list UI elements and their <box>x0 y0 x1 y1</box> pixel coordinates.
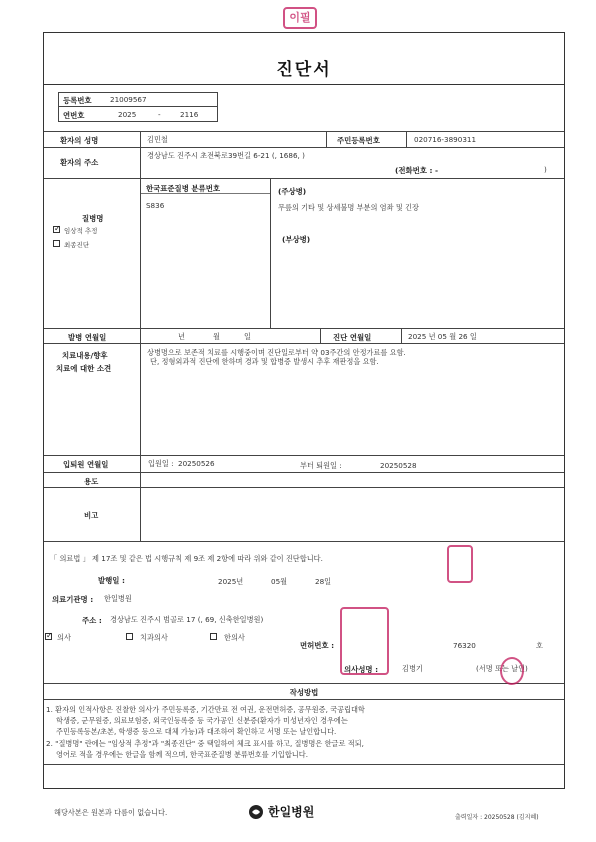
serial-year: 2025 <box>118 110 137 119</box>
license-label: 면허번호 : <box>300 641 335 650</box>
patient-address: 경상남도 진주시 초전북로39번길 6-21 (, 1686, ) <box>147 151 305 160</box>
onset-year-unit: 년 <box>178 332 185 341</box>
doctor-name: 김병기 <box>402 664 423 673</box>
method-line-2: 학생증, 군무원증, 의료보험증, 외국인등록증 등 국가공인 신분증(환자가 미성년자인 경우에는 <box>56 716 348 725</box>
oriental-doctor-checkbox[interactable] <box>210 633 217 640</box>
method-line-5: 영어로 적을 경우에는 한글을 함께 적으며, 한국표준질병 분류번호를 기입합니다. <box>56 750 308 759</box>
patient-address-label: 환자의 주소 <box>60 158 99 167</box>
hospital-seal <box>447 545 473 583</box>
hospital-logo-text: 한일병원 <box>268 805 315 819</box>
patient-name: 김민철 <box>147 135 168 144</box>
treatment-label-2: 치료에 대한 소견 <box>56 364 112 373</box>
page-title: 진단서 <box>276 60 332 80</box>
admission-out-label: 부터 퇴원일 : <box>300 461 342 470</box>
clinical-estimate-label: 임상적 추정 <box>64 227 98 235</box>
onset-month-unit: 월 <box>213 332 220 341</box>
admission-in-label: 입원일 : <box>148 459 174 468</box>
rrn-label: 주민등록번호 <box>337 136 380 145</box>
statement: 「 의료법 」 제 17조 및 같은 법 시행규칙 제 9조 제 2항에 따라 위와 같이 진단합니다. <box>50 554 323 563</box>
final-diagnosis-checkbox[interactable] <box>53 240 60 247</box>
phone-label: (전화번호 : - <box>395 166 439 175</box>
onset-day-unit: 일 <box>244 332 251 341</box>
main-diagnosis: 무릎의 기타 및 상세불명 부분의 염좌 및 긴장 <box>278 203 419 212</box>
disease-code: S836 <box>146 201 165 210</box>
hospital-address: 경상남도 진주시 범골로 17 (, 69, 신축한일병원) <box>110 615 264 624</box>
license-number: 76320 <box>453 641 476 650</box>
issue-year: 2025년 <box>218 577 244 586</box>
hospital-logo <box>248 803 314 820</box>
oriental-doctor-label: 한의사 <box>224 633 245 642</box>
reg-number-label: 등록번호 <box>63 96 92 105</box>
institution-name: 한일병원 <box>104 594 132 603</box>
certificate-frame <box>43 32 565 789</box>
onset-date-label: 발병 연월일 <box>68 333 107 342</box>
diagnosis-date-label: 진단 연월일 <box>333 333 372 342</box>
method-line-4: 2. "질병명" 란에는 "임상적 추정"과 "최종진단" 중 택일하여 체크 표시를 하고, 질병명은 한글로 적되, <box>46 739 364 748</box>
admission-out: 20250528 <box>380 461 417 470</box>
hospital-logo-icon <box>248 804 264 820</box>
treatment-label-1: 치료내용/향후 <box>62 351 108 360</box>
top-stamp: 이필 <box>283 7 317 29</box>
method-title: 작성방법 <box>289 688 319 697</box>
doctor-seal <box>500 657 524 685</box>
doctor-name-label: 의사성명 : <box>344 665 379 674</box>
method-line-1: 1. 환자의 인적사항은 진찰한 의사가 주민등록증, 기간만료 전 여권, 운전면허증, 공무원증, 국공립대학 <box>46 705 365 714</box>
dentist-checkbox[interactable] <box>126 633 133 640</box>
sub-diagnosis-label: (부상병) <box>282 235 311 244</box>
phone-close: ) <box>544 165 547 174</box>
hospital-seal-square <box>340 607 389 675</box>
doctor-label: 의사 <box>57 633 71 642</box>
treatment-line-2: 단, 정형외과적 진단에 한하며 경과 및 합병증 발생시 추후 재판정을 요함. <box>150 357 379 366</box>
issue-label: 발행일 : <box>98 576 125 585</box>
address-label: 주소 : <box>82 616 102 625</box>
disease-label: 질병명 <box>82 214 104 223</box>
serial-number: 2116 <box>180 110 199 119</box>
treatment-line-1: 상병명으로 보존적 치료를 시행중이며 진단일로부터 약 03주간의 안정가료를 요함. <box>147 348 406 357</box>
method-line-3: 주민등록등본/초본, 학생증 등으로 대체 가능)과 대조하여 확인하고 서명 또는 날인합니다. <box>56 727 337 736</box>
footer-copy-note: 해당사본은 원본과 다름이 없습니다. <box>54 808 168 817</box>
doctor-checkbox[interactable] <box>45 633 52 640</box>
license-suffix: 호 <box>536 641 543 650</box>
purpose-label: 용도 <box>84 477 99 486</box>
diagnosis-date: 2025 년 05 월 26 일 <box>408 332 477 341</box>
serial-dash: - <box>158 110 161 119</box>
patient-name-label: 환자의 성명 <box>60 136 99 145</box>
issue-month: 05월 <box>271 577 288 586</box>
reg-number: 21009567 <box>110 95 147 104</box>
admission-label: 입퇴원 연월일 <box>63 460 109 469</box>
signature-note: (서명 또는 날인) <box>476 664 528 673</box>
dentist-label: 치과의사 <box>140 633 168 642</box>
note-label: 비고 <box>84 511 99 520</box>
rrn-value: 020716-3890311 <box>414 135 477 144</box>
admission-in: 20250526 <box>178 459 215 468</box>
issue-day: 28일 <box>315 577 332 586</box>
footer-print-date: 출력일자 : 20250528 (김지혜) <box>455 814 539 821</box>
main-diagnosis-label: (주상병) <box>278 187 307 196</box>
institution-label: 의료기관명 : <box>52 595 94 604</box>
serial-number-label: 연번호 <box>63 111 85 120</box>
disease-code-header: 한국표준질병 분류번호 <box>146 184 220 193</box>
final-diagnosis-label: 최종진단 <box>64 241 90 249</box>
clinical-estimate-checkbox[interactable] <box>53 226 60 233</box>
